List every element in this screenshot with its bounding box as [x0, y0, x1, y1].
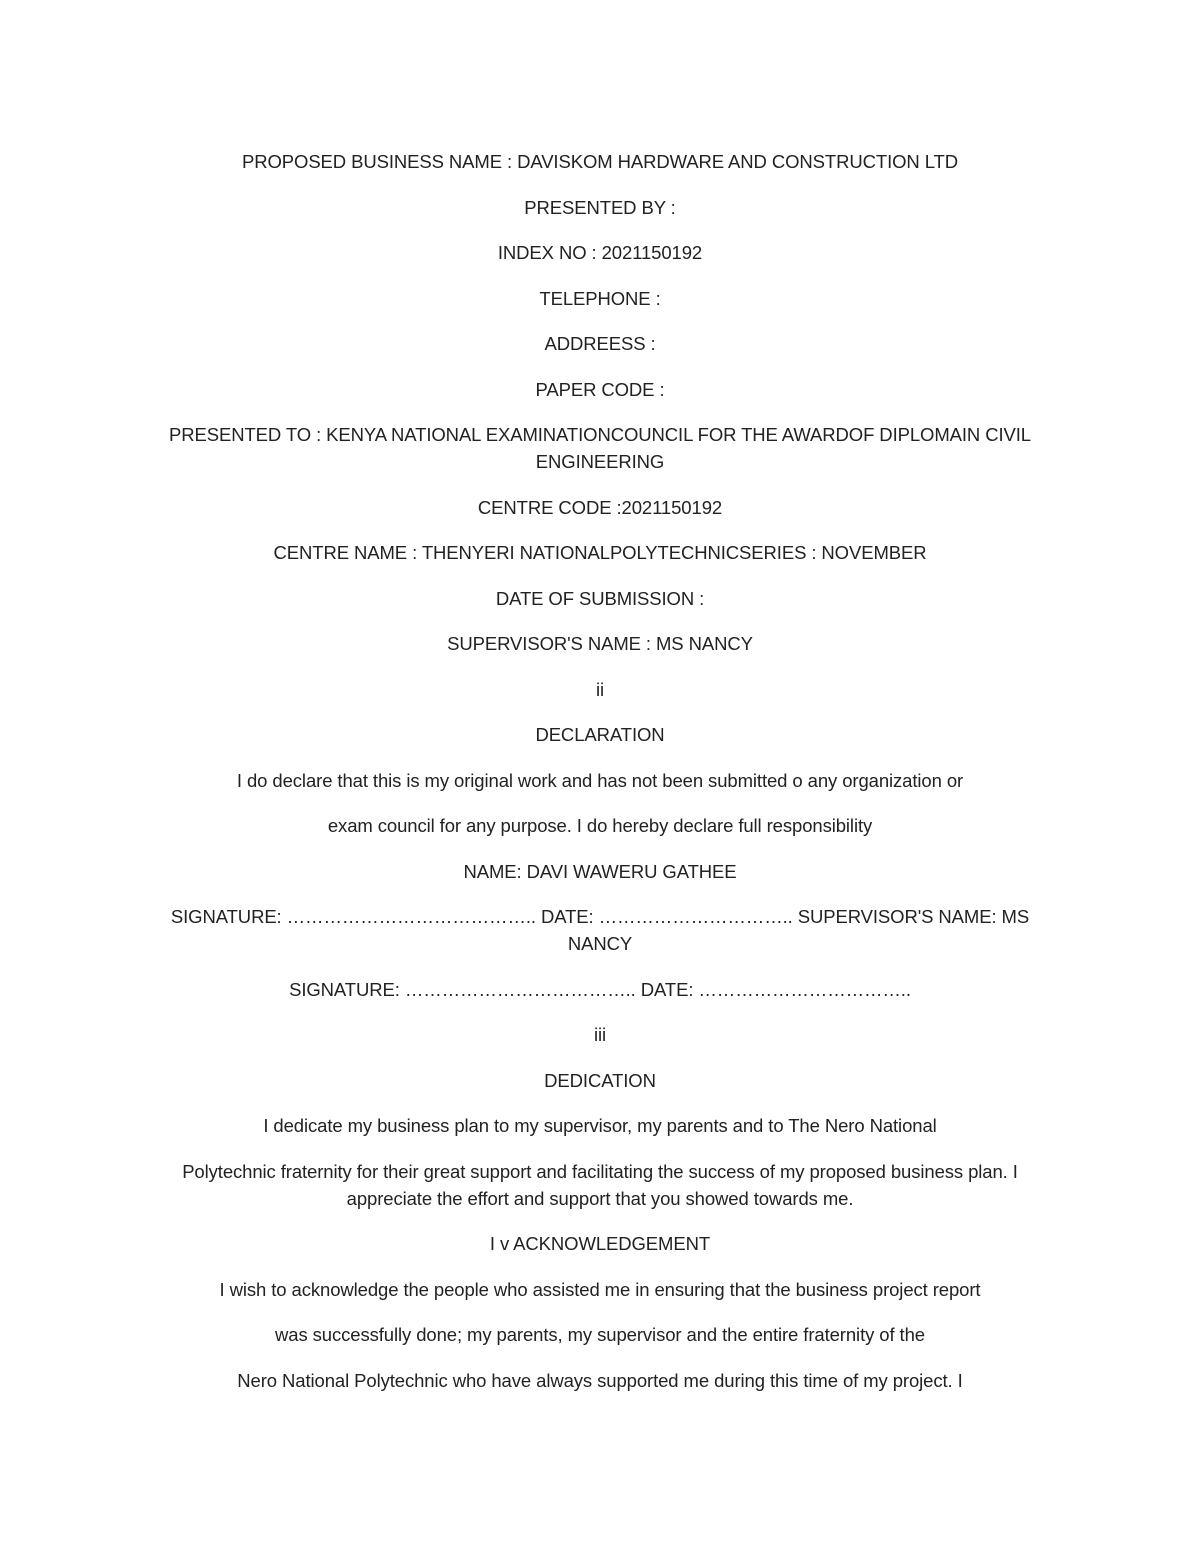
index-no-line: INDEX NO : 2021150192 — [497, 242, 703, 263]
date-of-submission-line: DATE OF SUBMISSION : — [495, 587, 705, 609]
centre-name-line: CENTRE NAME : THENYERI NATIONALPOLYTECHNICSERIES : NOVEMBER — [273, 542, 927, 563]
dedication-text-1: I dedicate my business plan to my supervisor, my parents and to The Nero National — [263, 1115, 937, 1136]
acknowledgement-text-1: I wish to acknowledge the people who assisted me in ensuring that the business project report — [219, 1278, 981, 1300]
signature-line-supervisor: SIGNATURE: ……………………………….. DATE: …………………………….. — [289, 978, 911, 1000]
dedication-text-2: Polytechnic fraternity for their great support and facilitating the success of my proposed business plan. I appreciate the effort and support that you showed towards me. — [182, 1160, 1018, 1209]
declaration-text-1: I do declare that this is my original work and has not been submitted o any organization or — [236, 769, 964, 791]
presented-to-line: PRESENTED TO : KENYA NATIONAL EXAMINATIONCOUNCIL FOR THE AWARDOF DIPLOMAIN CIVIL ENGINEERING — [169, 424, 1031, 472]
declaration-text-2: exam council for any purpose. I do hereby declare full responsibility — [327, 815, 873, 836]
dedication-heading: DEDICATION — [544, 1069, 656, 1091]
telephone-line: TELEPHONE : — [539, 287, 661, 309]
business-name-line: PROPOSED BUSINESS NAME : DAVISKOM HARDWARE AND CONSTRUCTION LTD — [242, 151, 958, 172]
paper-code-line: PAPER CODE : — [535, 378, 665, 400]
page-number-ii: ii — [595, 678, 605, 700]
supervisor-name-line: SUPERVISOR'S NAME : MS NANCY — [447, 633, 753, 654]
declaration-heading: DECLARATION — [535, 724, 665, 745]
document-page — [140, 148, 1060, 1412]
signature-line-student: SIGNATURE: ………………………………….. DATE: ………………………….. SUPERVISOR'S NAME: MS NANCY — [170, 906, 1030, 954]
student-name-line: NAME: DAVI WAWERU GATHEE — [463, 860, 737, 882]
acknowledgement-text-3: Nero National Polytechnic who have always supported me during this time of my project. I — [237, 1369, 963, 1391]
presented-by-line: PRESENTED BY : — [524, 196, 676, 218]
page-number-iii: iii — [593, 1024, 607, 1045]
acknowledgement-text-2: was successfully done; my parents, my supervisor and the entire fraternity of the — [275, 1324, 925, 1345]
acknowledgement-heading: I v ACKNOWLEDGEMENT — [489, 1233, 711, 1254]
address-line: ADDREESS : — [544, 333, 656, 354]
centre-code-line: CENTRE CODE :2021150192 — [477, 496, 723, 518]
